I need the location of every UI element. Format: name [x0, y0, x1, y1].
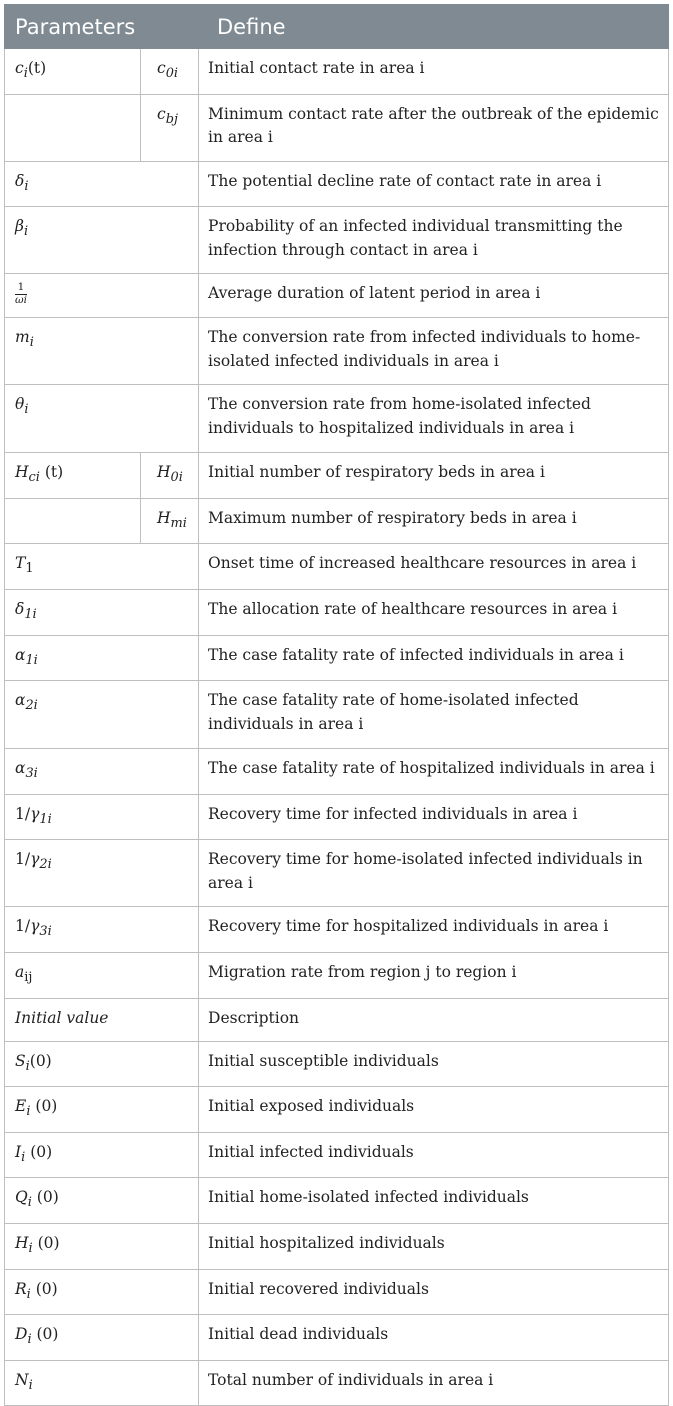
table-row: [5, 453, 669, 499]
param-description: Onset time of increased healthcare resources in area i: [199, 544, 669, 590]
param-description: Total number of individuals in area i: [199, 1360, 669, 1406]
table-row: [5, 274, 669, 318]
table-row: [5, 907, 669, 953]
param-subsymbol: $H_{mi}$: [141, 498, 199, 544]
param-description: Initial home-isolated infected individuals: [199, 1178, 669, 1224]
param-description: The allocation rate of healthcare resources in area i: [199, 589, 669, 635]
param-description: Initial hospitalized individuals: [199, 1223, 669, 1269]
table-row: [5, 1132, 669, 1178]
param-symbol: $\alpha_{1i}$: [5, 635, 199, 681]
param-symbol: $N_i$: [5, 1360, 199, 1406]
table-row: [5, 498, 669, 544]
param-symbol: $E_i$ (0): [5, 1087, 199, 1133]
table-row: [5, 589, 669, 635]
param-description: The case fatality rate of hospitalized individuals in area i: [199, 749, 669, 795]
section-description-label: Description: [199, 998, 669, 1041]
section-label: Initial value: [5, 998, 199, 1041]
param-symbol: $H_{ci}$ (t): [5, 453, 141, 499]
table-row: [5, 1269, 669, 1315]
param-description: The case fatality rate of infected individuals in area i: [199, 635, 669, 681]
param-description: Initial number of respiratory beds in area i: [199, 453, 669, 499]
table-row: [5, 1178, 669, 1224]
param-description: Migration rate from region j to region i: [199, 952, 669, 998]
param-description: Initial dead individuals: [199, 1315, 669, 1361]
param-description: Initial exposed individuals: [199, 1087, 669, 1133]
param-symbol: $T_1$: [5, 544, 199, 590]
header-define: Define: [199, 5, 669, 49]
table-row: [5, 1315, 669, 1361]
table-row: [5, 94, 669, 161]
param-description: Initial contact rate in area i: [199, 49, 669, 95]
table-row: [5, 749, 669, 795]
param-symbol: $\theta_i$: [5, 385, 199, 453]
param-description: Recovery time for home-isolated infected individuals in area i: [199, 840, 669, 907]
param-symbol: $1/\gamma_{1i}$: [5, 794, 199, 840]
parameters-table: [4, 4, 669, 1406]
param-symbol: [5, 498, 141, 544]
param-symbol: $I_i$ (0): [5, 1132, 199, 1178]
param-description: Average duration of latent period in area i: [199, 274, 669, 318]
table-row: [5, 1223, 669, 1269]
param-description: The conversion rate from infected individuals to home-isolated infected individuals in area i: [199, 318, 669, 385]
table-row: [5, 681, 669, 749]
param-description: The case fatality rate of home-isolated infected individuals in area i: [199, 681, 669, 749]
param-description: Minimum contact rate after the outbreak of the epidemic in area i: [199, 94, 669, 161]
fraction: $\frac{1}{\omega i}$: [15, 281, 27, 306]
param-symbol: $\beta_i$: [5, 207, 199, 274]
table-row: [5, 207, 669, 274]
param-symbol: $1/\gamma_{3i}$: [5, 907, 199, 953]
param-symbol: $\delta_i$: [5, 161, 199, 207]
param-description: Probability of an infected individual transmitting the infection through contact in area i: [199, 207, 669, 274]
param-symbol: $1/\gamma_{2i}$: [5, 840, 199, 907]
table-row: [5, 544, 669, 590]
param-description: Initial susceptible individuals: [199, 1041, 669, 1087]
param-symbol: $D_i$ (0): [5, 1315, 199, 1361]
param-symbol: $S_i(0)$: [5, 1041, 199, 1087]
param-symbol: $H_i$ (0): [5, 1223, 199, 1269]
param-symbol: $R_i$ (0): [5, 1269, 199, 1315]
table-row: [5, 998, 669, 1041]
table-row: [5, 385, 669, 453]
param-description: The potential decline rate of contact rate in area i: [199, 161, 669, 207]
table-header-row: [5, 5, 669, 49]
header-parameters: Parameters: [5, 5, 199, 49]
table-row: [5, 1360, 669, 1406]
table-row: [5, 318, 669, 385]
param-symbol: [5, 274, 199, 318]
param-description: Maximum number of respiratory beds in area i: [199, 498, 669, 544]
param-description: The conversion rate from home-isolated infected individuals to hospitalized individuals in area i: [199, 385, 669, 453]
param-symbol: $\alpha_{3i}$: [5, 749, 199, 795]
table-row: [5, 794, 669, 840]
param-symbol: [5, 94, 141, 161]
param-subsymbol: $H_{0i}$: [141, 453, 199, 499]
table-row: [5, 1041, 669, 1087]
table-row: [5, 635, 669, 681]
table-row: [5, 840, 669, 907]
table-row: [5, 49, 669, 95]
param-symbol: $\delta_{1i}$: [5, 589, 199, 635]
table-row: [5, 952, 669, 998]
param-subsymbol: $c_{bj}$: [141, 94, 199, 161]
param-description: Recovery time for hospitalized individuals in area i: [199, 907, 669, 953]
table-row: [5, 1087, 669, 1133]
param-description: Recovery time for infected individuals in area i: [199, 794, 669, 840]
param-symbol: $a_{ij}$: [5, 952, 199, 998]
param-symbol: $\alpha_{2i}$: [5, 681, 199, 749]
param-symbol: $Q_i$ (0): [5, 1178, 199, 1224]
param-symbol: $c_i(t)$: [5, 49, 141, 95]
param-symbol: $m_i$: [5, 318, 199, 385]
table-row: [5, 161, 669, 207]
param-description: Initial recovered individuals: [199, 1269, 669, 1315]
param-description: Initial infected individuals: [199, 1132, 669, 1178]
param-subsymbol: $c_{0i}$: [141, 49, 199, 95]
